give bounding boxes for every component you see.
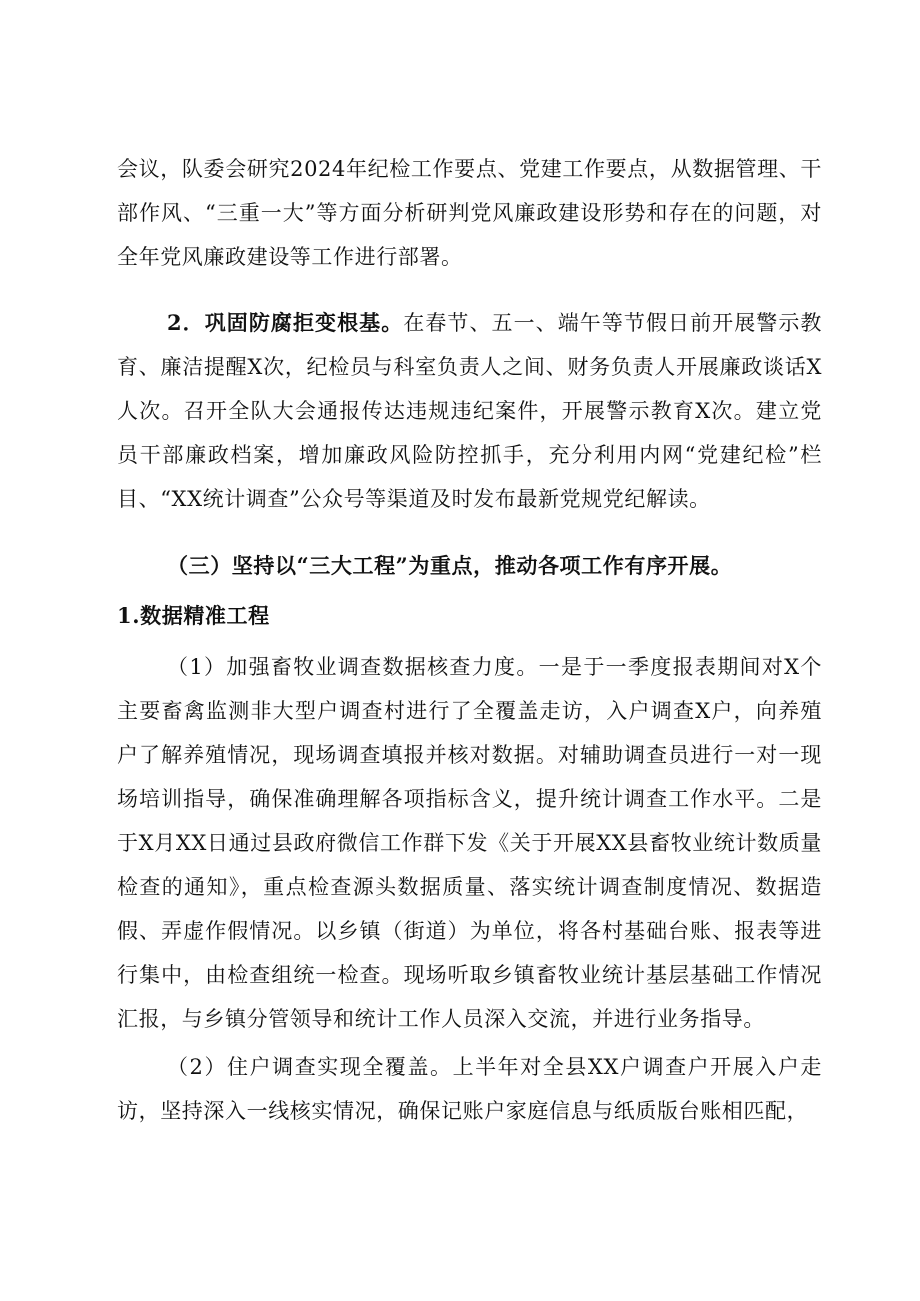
subsection-heading-data [117, 594, 822, 638]
paragraph-consolidate [117, 301, 822, 521]
paragraph-livestock [117, 645, 822, 1041]
paragraph-text: （2）住户调查实现全覆盖。上半年对全县XX户调查户开展入户走访，坚持深入一线核实情况，确保记账户家庭信息与纸质版台账相匹配， [117, 1055, 822, 1123]
paragraph-household [117, 1045, 822, 1133]
paragraph-continuation [117, 147, 822, 279]
paragraph-text: （1）加强畜牧业调查数据核查力度。一是于一季度报表期间对X个主要畜禽监测非大型户调查村进行了全覆盖走访，入户调查X户，向养殖户了解养殖情况，现场调查填报并核对数据。对辅助调查员进行一对一现场培训指导，确保准确理解各项指标含义，提升统计调查工作水平。二是于X月XX日通过县政府微信工作群下发《关于开展XX县畜牧业统计数质量检查的通知》，重点检查源头数据质量、落实统计调查制度情况、数据造假、弄虚作假情况。以乡镇（街道）为单位，将各村基础台账、报表等进行集中，由检查组统一检查。现场听取乡镇畜牧业统计基层基础工作情况汇报，与乡镇分管领导和统计工作人员深入交流，并进行业务指导。 [117, 655, 822, 1031]
paragraph-lead-title: 2．巩固防腐拒变根基。 [167, 310, 404, 335]
paragraph-text: 在春节、五一、端午等节假日前开展警示教育、廉洁提醒X次，纪检员与科室负责人之间、财务负责人开展廉政谈话X人次。召开全队大会通报传达违规违纪案件，开展警示教育X次。建立党员干部廉政档案，增加廉政风险防控抓手，充分利用内网“党建纪检”栏目、“XX统计调查”公众号等渠道及时发布最新党规党纪解读。 [117, 311, 822, 511]
subsection-heading: 1.数据精准工程 [117, 603, 270, 628]
section-heading-three [117, 544, 822, 588]
paragraph-text: 会议，队委会研究2024年纪检工作要点、党建工作要点，从数据管理、干部作风、“三重一大”等方面分析研判党风廉政建设形势和存在的问题，对全年党风廉政建设等工作进行部署。 [117, 157, 822, 269]
paragraph-body [117, 301, 822, 521]
section-heading: （三）坚持以“三大工程”为重点，推动各项工作有序开展。 [167, 553, 733, 578]
